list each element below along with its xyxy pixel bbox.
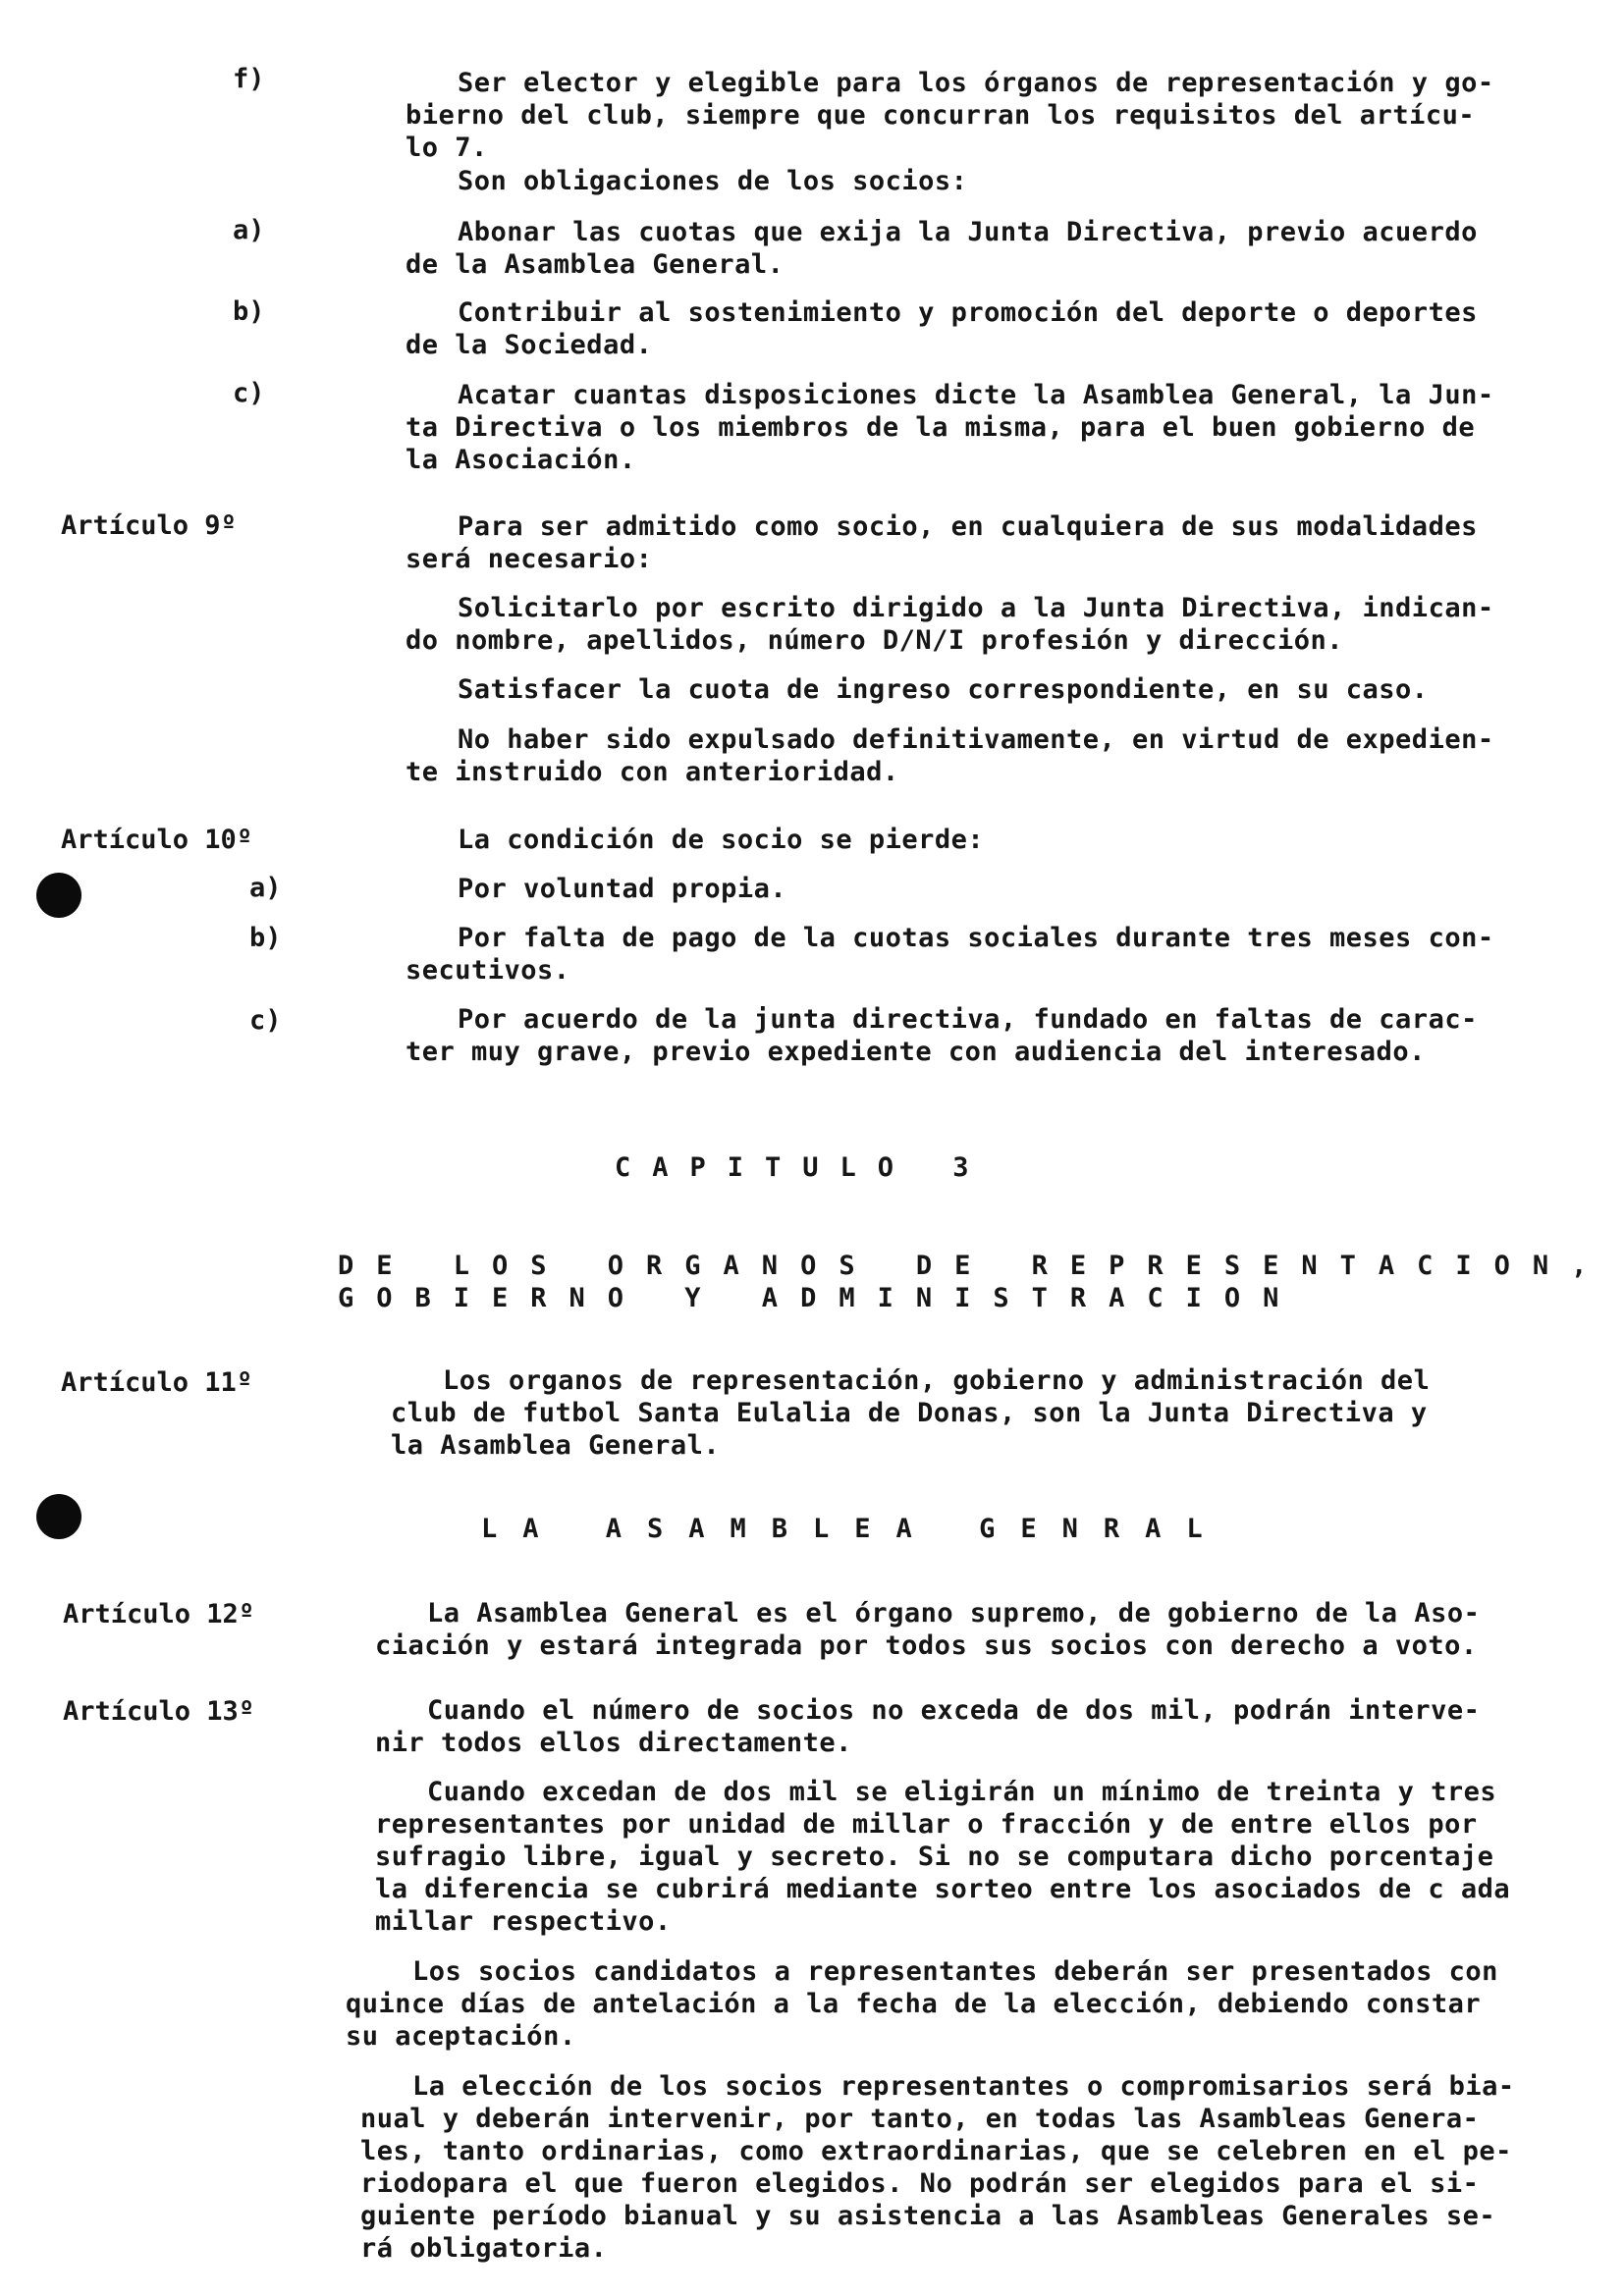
text-line: bierno del club, siempre que concurran los requisitos del artícu-: [406, 100, 1476, 131]
text-line: Acatar cuantas disposiciones dicte la Asamblea General, la Jun-: [458, 380, 1494, 410]
article-label-13: Artículo 13º: [63, 1696, 255, 1727]
subsection-heading: LA ASAMBLEA GENRAL: [481, 1514, 1228, 1544]
text-line: ter muy grave, previo expediente con audiencia del interesado.: [406, 1037, 1426, 1067]
text-line: Por voluntad propia.: [458, 874, 787, 904]
text-line: Abonar las cuotas que exija la Junta Directiva, previo acuerdo: [458, 217, 1478, 247]
text-line: ciación y estará integrada por todos sus socios con derecho a voto.: [375, 1630, 1478, 1661]
text-line: secutivos.: [406, 955, 570, 986]
punch-hole-bottom: [36, 1494, 81, 1539]
text-line: quince días de antelación a la fecha de la elección, debiendo constar: [346, 1989, 1482, 2019]
text-line: representantes por unidad de millar o fracción y de entre ellos por: [375, 1809, 1478, 1840]
text-line: La condición de socio se pierde:: [458, 825, 985, 855]
text-line: riodopara el que fueron elegidos. No podrán ser elegidos para el si-: [360, 2168, 1480, 2199]
text-line: ta Directiva o los miembros de la misma, para el buen gobierno de: [406, 412, 1476, 443]
article-label-12: Artículo 12º: [63, 1599, 255, 1629]
text-line: Por acuerdo de la junta directiva, fundado en faltas de carac-: [458, 1004, 1478, 1035]
item-label-c: c): [233, 378, 265, 408]
chapter-heading: CAPITULO 3: [615, 1152, 991, 1183]
text-line: Para ser admitido como socio, en cualquiera de sus modalidades: [458, 511, 1478, 542]
text-line: su aceptación.: [346, 2021, 576, 2052]
text-line: La elección de los socios representantes o compromisarios será bia-: [412, 2071, 1515, 2102]
text-line: les, tanto ordinarias, como extraordinarias, que se celebren en el pe-: [360, 2136, 1512, 2166]
text-line: lo 7.: [406, 133, 488, 163]
text-line: sufragio libre, igual y secreto. Si no se computara dicho porcentaje: [375, 1842, 1494, 1872]
section-heading: GOBIERNO Y ADMINISTRACION: [338, 1283, 1302, 1313]
text-line: Los socios candidatos a representantes deberán ser presentados con: [412, 1956, 1498, 1987]
text-line: nir todos ellos directamente.: [375, 1728, 852, 1758]
article-label-11: Artículo 11º: [61, 1367, 253, 1398]
text-line: Solicitarlo por escrito dirigido a la Junta Directiva, indican-: [458, 593, 1494, 623]
text-line: Satisfacer la cuota de ingreso correspondiente, en su caso.: [458, 674, 1429, 705]
text-line: millar respectivo.: [375, 1906, 672, 1937]
text-line: Contribuir al sostenimiento y promoción del deporte o deportes: [458, 297, 1478, 328]
item-label-a: a): [249, 873, 282, 903]
item-label-b: b): [233, 296, 265, 327]
text-line: será necesario:: [406, 544, 653, 574]
text-line: de la Sociedad.: [406, 330, 653, 360]
text-line: Cuando el número de socios no exceda de dos mil, podrán interve-: [427, 1695, 1481, 1726]
text-line: club de futbol Santa Eulalia de Donas, son la Junta Directiva y: [391, 1398, 1428, 1428]
item-label-c: c): [249, 1005, 282, 1036]
text-line: nual y deberán intervenir, por tanto, en todas las Asambleas Genera-: [360, 2104, 1480, 2134]
text-line: Ser elector y elegible para los órganos de representación y go-: [458, 68, 1494, 98]
text-line: Cuando excedan de dos mil se eligirán un mínimo de treinta y tres: [427, 1777, 1497, 1807]
text-line: do nombre, apellidos, número D/N/I profesión y dirección.: [406, 625, 1344, 656]
text-line: La Asamblea General es el órgano supremo, de gobierno de la Aso-: [427, 1598, 1481, 1629]
section-heading: DE LOS ORGANOS DE REPRESENTACION,: [338, 1251, 1610, 1281]
text-line: la diferencia se cubrirá mediante sorteo entre los asociados de c ada: [375, 1874, 1511, 1904]
text-line: Son obligaciones de los socios:: [458, 166, 968, 196]
text-line: Los organos de representación, gobierno y administración del: [443, 1365, 1431, 1396]
item-label-f: f): [233, 64, 265, 94]
article-label-10: Artículo 10º: [61, 825, 253, 855]
text-line: la Asociación.: [406, 445, 636, 475]
item-label-b: b): [249, 923, 282, 953]
item-label-a: a): [233, 215, 265, 245]
text-line: de la Asamblea General.: [406, 249, 785, 280]
text-line: guiente período bianual y su asistencia a las Asambleas Generales se-: [360, 2201, 1496, 2231]
text-line: Por falta de pago de la cuotas sociales durante tres meses con-: [458, 923, 1494, 953]
text-line: rá obligatoria.: [360, 2233, 608, 2264]
article-label-9: Artículo 9º: [61, 510, 237, 541]
text-line: te instruido con anterioridad.: [406, 757, 899, 787]
text-line: la Asamblea General.: [391, 1430, 721, 1461]
text-line: No haber sido expulsado definitivamente, en virtud de expedien-: [458, 724, 1494, 755]
punch-hole-top: [36, 873, 81, 918]
